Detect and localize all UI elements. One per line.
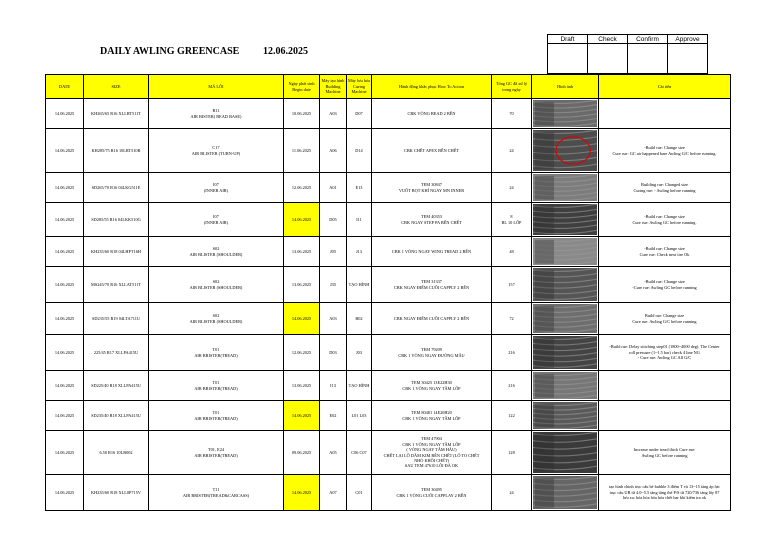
cell-action [372, 335, 492, 371]
cell-building-machine: A03 [320, 303, 347, 335]
defect-code-line: I07 [213, 214, 219, 220]
defect-photo[interactable] [533, 268, 597, 301]
cell-size: MS245/70 R16 XLLAT511T [84, 267, 149, 303]
cell-building-machine: J35 [320, 267, 347, 303]
action-line: CHẾT LẠI LỖ DẦM KIM BÊN CHẾT (LỖ TO CHẾT [383, 452, 480, 458]
defect-code-line: AIR BLISTER (TURN-UP) [191, 150, 241, 156]
cell-image [532, 401, 599, 431]
action-line: CBK NGAY STEP PA BÊN CHẾT [401, 219, 462, 225]
cell-curing-machine: TẠO HÌNH [347, 267, 372, 303]
cell-size: 6.50 R16 10LB002 [84, 431, 149, 475]
defect-code-line: T01 [212, 380, 220, 386]
approval-check-label: Check [588, 35, 628, 44]
improvement-line: Building rue: Changed size [641, 182, 688, 188]
cell-image [532, 237, 599, 267]
cell-action [372, 203, 492, 237]
total-line: 216 [508, 349, 515, 355]
action-line: TEM 47904 [421, 436, 442, 442]
cell-improvement [599, 203, 731, 237]
cell-improvement [599, 237, 731, 267]
cell-date: 14.06.2025 [46, 173, 84, 203]
defect-code-line: S02 [212, 279, 220, 285]
cell-building-machine: A06 [320, 129, 347, 173]
cell-defect-code [149, 203, 284, 237]
cell-size: SD285/55 R16 04LKK510G [84, 203, 149, 237]
cell-defect-code [149, 431, 284, 475]
total-line: BL 10 LỐP [501, 219, 522, 225]
defect-code-line: S02 [212, 313, 220, 319]
cell-begin-date: 13.06.2025 [284, 371, 320, 401]
cell-total [492, 237, 532, 267]
cell-image [532, 99, 599, 129]
total-line: 157 [508, 281, 515, 287]
cell-improvement [599, 267, 731, 303]
cell-date: 14.06.2025 [46, 129, 84, 173]
improvement-line: Curing rue: - Awling before running [633, 187, 696, 193]
cell-image [532, 173, 599, 203]
defect-photo[interactable] [533, 476, 597, 509]
cell-date: 14.06.2025 [46, 401, 84, 431]
cell-curing-machine: D14 [347, 129, 372, 173]
defect-photo[interactable] [533, 336, 597, 369]
cell-building-machine: A05 [320, 431, 347, 475]
cell-date: 14.06.2025 [46, 303, 84, 335]
approval-confirm-label: Confirm [628, 35, 668, 44]
cell-improvement [599, 371, 731, 401]
improvement-line: tạo hình chinh trục cấu bẻ bubble 3 điểm T và 13~15 tăng áp lực [609, 484, 720, 490]
action-line: TEM 79209 [421, 347, 442, 353]
cell-date: 14.06.2025 [46, 203, 84, 237]
improvement-line: roll pressure (1~1.5 bar) check 4 line NG [629, 349, 700, 355]
approval-confirm-signature[interactable] [628, 44, 668, 74]
action-line: CBK VÒNG BEAD 2 BÊN [407, 110, 456, 116]
cell-building-machine: A03 [320, 99, 347, 129]
improvement-line: Increase under tread thick Cure rue: [633, 447, 696, 453]
cell-defect-code [149, 303, 284, 335]
cell-date: 14.06.2025 [46, 475, 84, 511]
cell-building-machine: A01 [320, 173, 347, 203]
action-line: CBK NGAY ĐIỂM CUỐI CAPPLY 2 BÊN [393, 315, 470, 321]
total-line: 24 [509, 184, 514, 190]
table-row [46, 267, 731, 303]
action-line: TEM 30425 13E22H30 [411, 380, 452, 386]
cell-action [372, 401, 492, 431]
col-total: Tổng GC đã xử lý trong ngày [492, 75, 532, 99]
cell-defect-code [149, 99, 284, 129]
cell-total [492, 431, 532, 475]
defect-code-line: AIR BLISTER (SHOULDER) [189, 284, 243, 290]
action-line: CBK CHÊT APEX BÊN CHẾT [403, 147, 460, 153]
cell-total [492, 335, 532, 371]
defect-photo[interactable] [533, 372, 597, 400]
cell-curing-machine: TẠO HÌNH [347, 371, 372, 401]
cell-action [372, 99, 492, 129]
cell-defect-code [149, 371, 284, 401]
cell-total [492, 401, 532, 431]
cell-building-machine: A07 [320, 475, 347, 511]
total-line: 70 [509, 110, 514, 116]
cell-begin-date: 09.06.2025 [284, 431, 320, 475]
cell-date: 14.06.2025 [46, 335, 84, 371]
cell-begin-date: 14.06.2025 [284, 203, 320, 237]
col-building-machine: Máy tạo hình Building Machine [320, 75, 347, 99]
action-line: NHỎ KHÔI CHẾT) [414, 457, 449, 463]
cell-improvement [599, 335, 731, 371]
cell-action [372, 267, 492, 303]
table-row [46, 203, 731, 237]
action-line: ( VÒNG NGAY TÂM HÀU) [406, 447, 457, 453]
cell-image [532, 475, 599, 511]
cell-total [492, 173, 532, 203]
cell-size: KH235/60 R18 XLL0P715V [84, 475, 149, 511]
improvement-line: Cure rue: Awling GC before running. [632, 219, 697, 225]
cell-begin-date: 12.06.2025 [284, 335, 320, 371]
cell-begin-date: 12.06.2025 [284, 173, 320, 203]
defect-code-line: T01, E24 [208, 447, 224, 453]
defect-code-line: AIR BLISTER (SHOULDER) [189, 251, 243, 257]
cell-curing-machine: J03 [347, 335, 372, 371]
action-line: CBK 1 VÒNG NGAY WING TREAD 2 BÊN [391, 248, 472, 254]
report-date: 12.06.2025 [263, 46, 308, 57]
cell-action [372, 173, 492, 203]
table-header-row [46, 75, 731, 99]
cell-total [492, 475, 532, 511]
cell-improvement [599, 99, 731, 129]
action-line: CBK 1 VÒNG CUỐI CAPPLAY 2 BÊN [396, 492, 467, 498]
cell-date: 14.06.2025 [46, 371, 84, 401]
total-line: 24 [509, 489, 514, 495]
defect-code-line: S02 [212, 246, 220, 252]
improvement-line: - Cure rue: Awling GC All G/C [637, 355, 692, 361]
action-line: CBK NGAY ĐIỂM CUỐI CAPPLY 2 BÊN [393, 284, 470, 290]
cell-action [372, 475, 492, 511]
defect-code-line: AIR BLISTER (SHOULDER) [189, 318, 243, 324]
cell-image [532, 335, 599, 371]
total-line: 48 [509, 248, 514, 254]
defect-code-line: T01 [212, 347, 220, 353]
total-line: 8 [510, 214, 513, 220]
cell-begin-date: 14.06.2025 [284, 303, 320, 335]
action-line: TEM 30495 [421, 487, 442, 493]
cell-building-machine: D03 [320, 335, 347, 371]
cell-image [532, 203, 599, 237]
defect-code-line: AIR BISTER( BEAD BASE) [190, 113, 242, 119]
cell-date: 14.06.2025 [46, 267, 84, 303]
cell-total [492, 129, 532, 173]
cell-curing-machine: J13 [347, 237, 372, 267]
improvement-line: Build rue: Change size [644, 313, 685, 319]
table-row [46, 401, 731, 431]
cell-total [492, 267, 532, 303]
defect-photo[interactable] [533, 130, 597, 171]
defect-code-line: AIR BRISTER(TREAD) [194, 352, 238, 358]
report-title: DAILY AWLING GREENCASE [100, 46, 240, 57]
cell-image [532, 371, 599, 401]
cell-begin-date: 13.06.2025 [284, 237, 320, 267]
cell-curing-machine: C01 [347, 475, 372, 511]
approval-approve-signature[interactable] [668, 44, 708, 74]
table-row [46, 335, 731, 371]
action-line: TEM 30847 [421, 182, 442, 188]
cell-size: 225/45 R17 XLLPA415U [84, 335, 149, 371]
table-row [46, 173, 731, 203]
approval-draft-label: Draft [548, 35, 588, 44]
cell-image [532, 267, 599, 303]
cell-curing-machine: E13 [347, 173, 372, 203]
improvement-line: lưu xa: hóa hóa hóa hóa chết bar khí kiếm tra ok [622, 495, 707, 501]
action-line: CBK 1 VÒNG NGAY TÂM LỐP [402, 441, 461, 447]
cell-begin-date: 10.06.2025 [284, 99, 320, 129]
col-size: SIZE [84, 75, 149, 99]
cell-date: 14.06.2025 [46, 431, 84, 475]
cell-action [372, 371, 492, 401]
cell-defect-code [149, 267, 284, 303]
cell-begin-date: 11.06.2025 [284, 129, 320, 173]
action-line: CBK 1 VÒNG NGAY ĐƯỜNG MẮU [398, 352, 465, 358]
cell-building-machine: D05 [320, 203, 347, 237]
cell-improvement [599, 303, 731, 335]
defect-photo[interactable] [533, 238, 597, 266]
defect-photo[interactable] [533, 432, 597, 473]
defect-code-line: (INNER AIR) [203, 187, 229, 193]
cell-date: 14.06.2025 [46, 237, 84, 267]
cell-action [372, 129, 492, 173]
defect-code-line: C17 [212, 145, 220, 151]
action-line: TEM 40353 [421, 214, 442, 220]
cell-size: KH265/65 R16 XLLRT511T [84, 99, 149, 129]
approval-approve-label: Approve [668, 35, 708, 44]
cell-total [492, 303, 532, 335]
cell-curing-machine: B02 [347, 303, 372, 335]
table-row [46, 475, 731, 511]
cell-defect-code [149, 401, 284, 431]
improvement-line: -Build rue: Delay stitching step01 (1800~4000 deg). The Center [609, 344, 720, 350]
improvement-line: Awling GC before running [641, 452, 688, 458]
defect-photo[interactable] [533, 402, 597, 430]
improvement-line: -Build rue: Change size [644, 214, 685, 220]
defect-code-line: T11 [212, 487, 220, 493]
defect-code-line: AIR BRISTER(TREAD) [194, 452, 238, 458]
cell-size: KH285/75 R16 10LRT510R [84, 129, 149, 173]
cell-curing-machine: I11 [347, 203, 372, 237]
action-line: TEM 31337 [421, 279, 442, 285]
col-date: DATE [46, 75, 84, 99]
table-row [46, 129, 731, 173]
cell-image [532, 129, 599, 173]
cell-improvement [599, 401, 731, 431]
cell-total [492, 371, 532, 401]
defect-code-line: AIR BRISTER(TREAD) [194, 415, 238, 421]
defect-code-line: AIR BRISTER(TREAD) [194, 385, 238, 391]
cell-defect-code [149, 237, 284, 267]
action-line: SAU TEM 47610 LỖI ĐÃ OK [404, 463, 459, 469]
improvement-line: -Build rue: Change size [644, 246, 685, 252]
col-improvement: Cải tiến [599, 75, 731, 99]
total-line: 128 [508, 449, 515, 455]
improvement-line: Cure rue: Check next tire Ok [639, 251, 690, 257]
action-line: CBK 1 VÒNG NGAY TÂM LỐP [402, 385, 461, 391]
cell-curing-machine: C06 C07 [347, 431, 372, 475]
total-line: 24 [509, 147, 514, 153]
defect-code-line: I07 [213, 182, 219, 188]
cell-defect-code [149, 129, 284, 173]
table-row [46, 431, 731, 475]
defect-table [45, 74, 731, 511]
cell-action [372, 237, 492, 267]
cell-total [492, 203, 532, 237]
cell-improvement [599, 173, 731, 203]
action-line: TEM 80481 14E20H20 [411, 410, 452, 416]
col-defect-code: MÃ LỖI [149, 75, 284, 99]
cell-defect-code [149, 475, 284, 511]
total-line: 216 [508, 382, 515, 388]
cell-size: SD225/40 R18 XLLPA415U [84, 371, 149, 401]
action-line: CBK 1 VÒNG NGAY TÂM LỐP [402, 415, 461, 421]
improvement-line: -Build rue: Change size [644, 279, 685, 285]
cell-date: 14.06.2025 [46, 99, 84, 129]
col-action: Hành động khắc phục How To Action [372, 75, 492, 99]
cell-improvement [599, 431, 731, 475]
improvement-line: Cure rue: Awling G/C before running [632, 318, 697, 324]
cell-curing-machine: L01 L03 [347, 401, 372, 431]
improvement-line: -Cure rue: Awling GC before running [632, 284, 697, 290]
col-image: Hình ảnh [532, 75, 599, 99]
cell-improvement [599, 475, 731, 511]
total-line: 122 [508, 412, 515, 418]
total-line: 72 [509, 315, 514, 321]
defect-code-line: T01 [212, 410, 220, 416]
improvement-line: -Build rue: Change size [644, 145, 685, 151]
approval-check-signature[interactable] [588, 44, 628, 74]
table-row [46, 99, 731, 129]
cell-size: SD235/40 R18 XLLPA415U [84, 401, 149, 431]
cell-building-machine: J05 [320, 237, 347, 267]
cell-size: KH235/60 R18 04LHPT16H [84, 237, 149, 267]
cell-size: SD235/55 R19 04LTA711U [84, 303, 149, 335]
cell-begin-date: 14.06.2025 [284, 401, 320, 431]
cell-image [532, 431, 599, 475]
cell-action [372, 303, 492, 335]
action-line: VUỐT BỌT KHÍ NGAY MN INNER [398, 187, 465, 193]
defect-photo[interactable] [533, 204, 597, 236]
defect-photo[interactable] [533, 304, 597, 334]
table-row [46, 237, 731, 267]
cell-begin-date: 13.06.2025 [284, 267, 320, 303]
defect-code-line: (INNER AIR) [203, 219, 229, 225]
cell-building-machine: I13 [320, 371, 347, 401]
col-begin-date: Ngày phát sinh Begin date [284, 75, 320, 99]
cell-defect-code [149, 335, 284, 371]
table-row [46, 371, 731, 401]
cell-defect-code [149, 173, 284, 203]
cell-size: SD265/70 R16 04LKG511E [84, 173, 149, 203]
cell-building-machine: E02 [320, 401, 347, 431]
approval-draft-signature[interactable] [548, 44, 588, 74]
table-row [46, 303, 731, 335]
defect-photo[interactable] [533, 174, 597, 202]
improvement-line: Cure rue: GC air happened bare Awling G/C before running. [612, 150, 717, 156]
col-curing-machine: Máy lưu hóa Curing Machine [347, 75, 372, 99]
defect-photo[interactable] [533, 100, 597, 128]
improvement-line: trục cấu UB từ 4.0~5.5 tăng tăng thể P/S từ 720/736 tăng lấy 87 [609, 489, 720, 495]
cell-curing-machine: D07 [347, 99, 372, 129]
cell-total [492, 99, 532, 129]
defect-code-line: AIR BRISTER(TREAD&CARCASS) [182, 492, 250, 498]
cell-action [372, 431, 492, 475]
approval-box [547, 34, 708, 74]
defect-code-line: B11 [212, 108, 220, 114]
cell-improvement [599, 129, 731, 173]
cell-image [532, 303, 599, 335]
cell-begin-date: 14.06.2025 [284, 475, 320, 511]
